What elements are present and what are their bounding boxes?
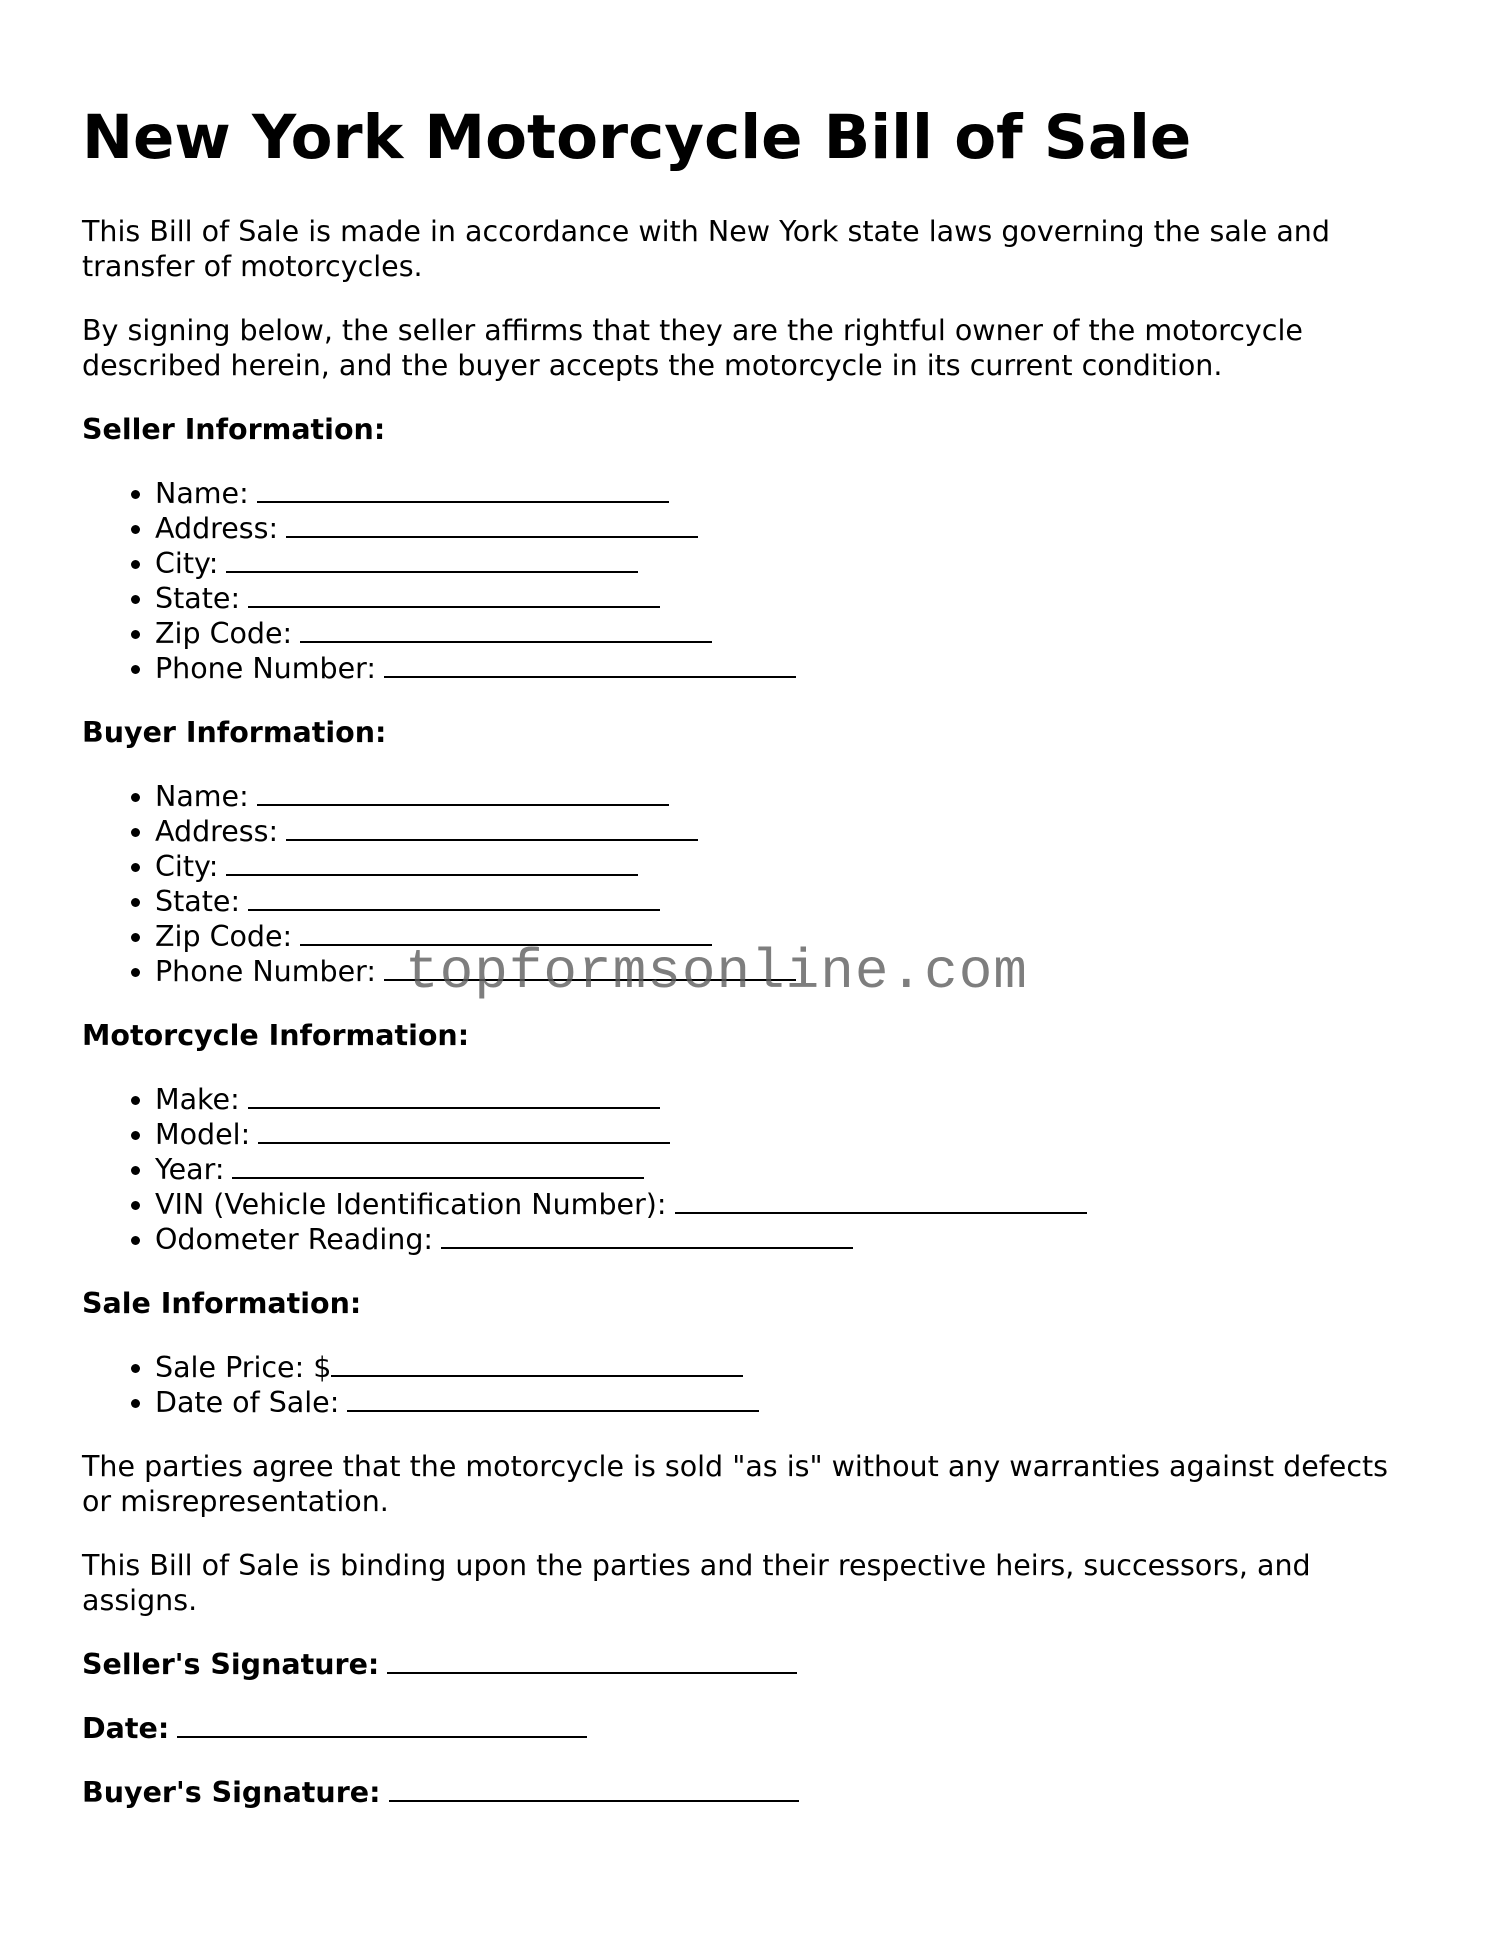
seller-name-blank[interactable] [257, 476, 669, 503]
sale-price-blank[interactable] [331, 1350, 743, 1377]
make-blank[interactable] [248, 1082, 660, 1109]
seller-city-blank[interactable] [226, 546, 638, 573]
list-item [155, 1082, 1422, 1117]
seller-zip-blank[interactable] [300, 616, 712, 643]
list-item [155, 1385, 1422, 1420]
motorcycle-section-heading: Motorcycle Information: [82, 1019, 470, 1052]
intro-paragraph: This Bill of Sale is made in accordance with New York state laws governing the sale and transfer of motorcycles. [82, 215, 1330, 283]
buyer-state-blank[interactable] [248, 884, 660, 911]
list-item [155, 1350, 1422, 1385]
seller-field-list [82, 476, 1422, 686]
list-item [155, 476, 1422, 511]
sale-date-blank[interactable] [347, 1385, 759, 1412]
odometer-label: Odometer Reading: [155, 1223, 434, 1256]
seller-state-blank[interactable] [248, 581, 660, 608]
year-label: Year: [155, 1153, 225, 1186]
list-item [155, 954, 1422, 989]
closing-paragraph: This Bill of Sale is binding upon the parties and their respective heirs, successors, and assigns. [82, 1549, 1311, 1617]
sale-date-label: Date of Sale: [155, 1386, 340, 1419]
watermark-text: topformsonline.com [405, 940, 1028, 1004]
buyer-state-label: State: [155, 885, 241, 918]
list-item [155, 511, 1422, 546]
buyer-name-label: Name: [155, 780, 249, 813]
list-item [155, 1222, 1422, 1257]
date-blank[interactable] [177, 1711, 587, 1738]
make-label: Make: [155, 1083, 240, 1116]
vin-blank[interactable] [675, 1187, 1087, 1214]
buyer-name-blank[interactable] [257, 779, 669, 806]
buyer-signature-blank[interactable] [389, 1775, 799, 1802]
seller-signature-blank[interactable] [387, 1647, 797, 1674]
document-title: New York Motorcycle Bill of Sale [82, 102, 1192, 173]
buyer-zip-blank[interactable] [300, 919, 712, 946]
seller-zip-label: Zip Code: [155, 617, 293, 650]
list-item [155, 884, 1422, 919]
sale-price-label: Sale Price: $ [155, 1351, 332, 1384]
sale-field-list [82, 1350, 1422, 1420]
list-item [155, 1187, 1422, 1222]
document-page [82, 0, 1422, 1810]
list-item [155, 616, 1422, 651]
list-item [155, 919, 1422, 954]
list-item [155, 651, 1422, 686]
sale-section-heading: Sale Information: [82, 1287, 362, 1320]
motorcycle-field-list [82, 1082, 1422, 1257]
list-item [155, 581, 1422, 616]
buyer-city-blank[interactable] [226, 849, 638, 876]
buyer-phone-blank[interactable] [384, 954, 796, 981]
model-blank[interactable] [258, 1117, 670, 1144]
list-item [155, 546, 1422, 581]
list-item [155, 779, 1422, 814]
year-blank[interactable] [232, 1152, 644, 1179]
list-item [155, 849, 1422, 884]
seller-signature-label: Seller's Signature: [82, 1648, 380, 1681]
buyer-signature-label: Buyer's Signature: [82, 1776, 381, 1809]
date-label: Date: [82, 1712, 170, 1745]
buyer-zip-label: Zip Code: [155, 920, 293, 953]
list-item [155, 814, 1422, 849]
buyer-phone-label: Phone Number: [155, 955, 376, 988]
buyer-address-label: Address: [155, 815, 279, 848]
list-item [155, 1117, 1422, 1152]
intro-paragraph: By signing below, the seller affirms that they are the rightful owner of the motorcycle described herein, and the buyer accepts the motorcycle in its current condition. [82, 314, 1303, 382]
seller-state-label: State: [155, 582, 241, 615]
buyer-field-list [82, 779, 1422, 989]
seller-city-label: City: [155, 547, 219, 580]
buyer-city-label: City: [155, 850, 219, 883]
closing-paragraph: The parties agree that the motorcycle is sold "as is" without any warranties against defects or misrepresentation. [82, 1450, 1389, 1518]
model-label: Model: [155, 1118, 251, 1151]
seller-signature-line [82, 1647, 1422, 1682]
seller-address-label: Address: [155, 512, 279, 545]
seller-phone-label: Phone Number: [155, 652, 376, 685]
vin-label: VIN (Vehicle Identification Number): [155, 1188, 667, 1221]
seller-section-heading: Seller Information: [82, 413, 386, 446]
date-line [82, 1711, 1422, 1746]
list-item [155, 1152, 1422, 1187]
odometer-blank[interactable] [441, 1222, 853, 1249]
buyer-address-blank[interactable] [286, 814, 698, 841]
seller-name-label: Name: [155, 477, 249, 510]
buyer-section-heading: Buyer Information: [82, 716, 387, 749]
buyer-signature-line [82, 1775, 1422, 1810]
seller-address-blank[interactable] [286, 511, 698, 538]
seller-phone-blank[interactable] [384, 651, 796, 678]
